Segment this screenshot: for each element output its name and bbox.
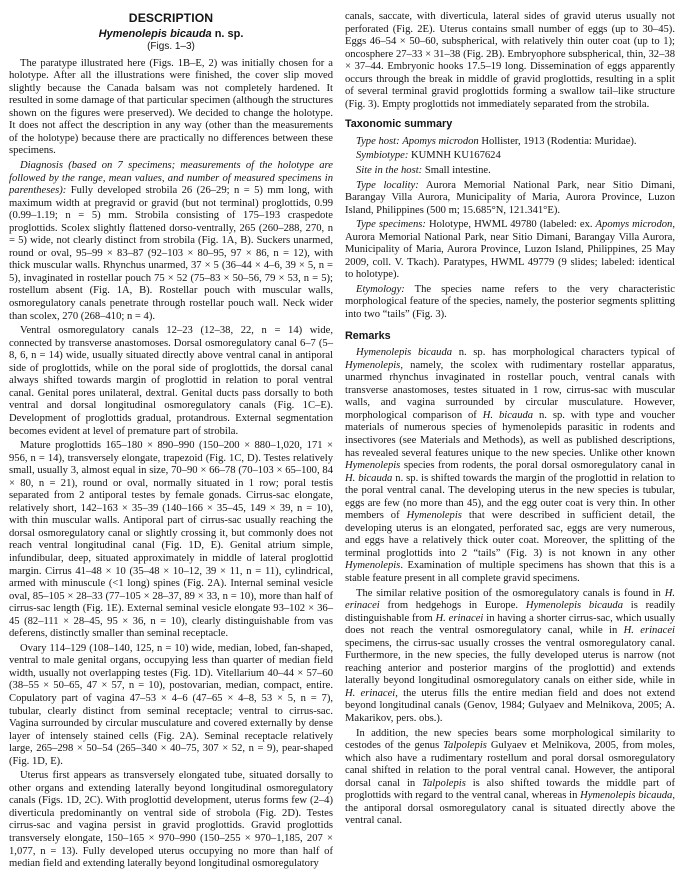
remarks-heading: Remarks [345, 329, 391, 342]
species-heading [9, 28, 333, 41]
text: in having a shorter cirrus-sac, which usually does not reach the ventral osmoregulatory canal, while in [345, 612, 675, 637]
paragraph-uterus-continued: canals, saccate, with diverticula, lateral sides of gravid uterus usually not perforated (Fig. 2E). Uterus contains small number of eggs (up to 30–45). Eggs 46–54 × 50–60, subspherical, with relatively thin outer coat (up to 1); oncosphere 27–33 × 31–38 (Fig. 2B). Embryophore subspherical, thin, 32–38 × 37–44. Embryonic hooks 17.5–19 long. Dissemination of eggs apparently occurs through the break in middle of gravid proglottids, resulting in a split of several terminal gravid proglottids forming a swallow tail–like structure (Fig. 3). Empty proglottids not immediately separated from the strobila. [345, 11, 675, 110]
paragraph-paratype-note: The paratype illustrated here (Figs. 1B–E, 2) was initially chosen for a holotype. After all the illustrations were finished, the cover slip moved slightly because the Canada balsam was not completely hardened. It resulted in some damage of that particular specimen (although the structures shown on the figures were preserved). We decided to change the holotype. It does not affect the description in any way (other than the measurements of the holotype) because there are practically no differences between these specimens. [9, 57, 333, 157]
locality-value: Aurora Memorial National Park, near Sitio Dimani, Barangay Villa Aurora, Municipality of Maria, Aurora Province, Luzon Island, Philippines (500 m; 15.685°N, 121.341°E). [345, 179, 675, 216]
taxon-name: Hymenolepis bicauda [525, 600, 624, 612]
taxon-name: Hymenolepis bicauda [356, 347, 453, 359]
etymology [345, 284, 675, 322]
taxon-name: H. erinacei [345, 687, 396, 699]
etymology-label: Etymology: [356, 283, 405, 295]
type-locality [345, 180, 675, 218]
taxon-name: Talpolepis [443, 740, 487, 752]
site-value: Small intestine. [422, 165, 491, 177]
remarks-paragraph-1 [345, 347, 675, 585]
type-host [345, 136, 675, 149]
specimens-text-2: , Aurora Memorial National Park, near Sitio Dimani, Barangay Villa Aurora, Municipality of Maria, Aurora Province, Luzon Island, Philippines, 25 May 2009, coll. V. Tkach). Paratypes, HWML 49779 (9 slides; labeled: identical to holotype). [345, 219, 675, 281]
remarks-paragraph-3 [345, 728, 675, 828]
taxon-name: H. erinacei [435, 612, 484, 624]
text: is readily distinguishable from [345, 600, 676, 624]
text: , the uterus fills the entire median field and does not extend beyond longitudinal canals (Genov, 1984; Gulyaev and Melnikova, 2005; A. Makarikov, pers. obs.). [345, 687, 675, 724]
section-title: DESCRIPTION [128, 11, 214, 25]
etymology-value: The species name refers to the very characteristic morphological feature of the species, namely, the posterior segments splitting into two “tails” (Fig. 3). [345, 283, 675, 321]
text: that were described in sufficient detail, the developing uterus is an elongated, perforated sac, eggs are very numerous, and eggs have a relatively thick outer coat. Moreover, the splitting of the terminal proglottids into 2 “tails” (Fig. 3) is not known in any other [345, 510, 675, 559]
taxon-name: Talpolepis [422, 777, 466, 789]
paragraph-diagnosis [9, 160, 333, 323]
text: . Examination of multiple specimens has shown that this is a stable feature present in all complete gravid specimens. [345, 560, 675, 584]
specimens-text-1: Holotype, HWML 49780 (labeled: ex. [425, 219, 596, 231]
specimens-host: Apomys microdon [595, 219, 673, 231]
text: In addition, the new species bears some morphological similarity to cestodes of the genus [345, 727, 675, 752]
taxon-name: Hymenolepis [345, 460, 401, 472]
taxon-name: Hymenolepis [345, 560, 401, 572]
text: from hedgehogs in Europe. [379, 600, 526, 612]
locality-label: Type locality: [356, 179, 419, 191]
text: species from rodents, the poral dorsal osmoregulatory canal in [400, 460, 675, 472]
taxon-name: H. erinacei [623, 625, 675, 637]
type-specimens [345, 219, 675, 282]
right-column [345, 8, 676, 827]
text: , namely, the scolex with rudimentary rostellar apparatus, unarmed rhynchus invaginated in rostellar pouch, ventral canals with transverse anastomoses, testes situated in 1 row, cirrus-sac with muscular walls, and vagina surrounded by circular musculature. However, morphological comparison of [345, 359, 675, 421]
taxon-name: H. bicauda [345, 472, 393, 484]
text: n. sp. is shifted towards the margin of the proglottid in relation to the poral ventral canal. The developing uterus in the new species is tubular, eggs are few (no more than 45), and the egg outer coat is very thin. In other members of [345, 472, 675, 522]
remarks-section [345, 347, 675, 828]
symbiotype-label: Symbiotype: [356, 150, 409, 162]
type-host-authority: Hollister, 1913 (Rodentia: Muridae). [478, 135, 637, 147]
text: is also shifted towards the middle part of proglottids with regard to the ventral canal, whereas in [345, 777, 675, 802]
species-suffix: n. sp. [211, 27, 244, 40]
paragraph-uterus: Uterus first appears as transversely elongated tube, situated dorsally to other organs and extending laterally beyond longitudinal osmoregulatory canals (Figs. 1D, 2C). With proglottid development, uterus forms few (2–4) diverticula predominantly on ventral side of strobola (Fig. 2D). Testes cirrus-sac and vagina persist in gravid proglottids. Gravid proglottids transversely elongate, 150–165 × 970–990 (150–255 × 970–1,185, 207 × 1,077, n = 13). Fully developed uterus occupying no more than half of median field and extending laterally beyond longitudinal osmoregulatory [9, 770, 333, 870]
type-host-label: Type host: [356, 135, 400, 147]
paragraph-osmoregulatory: Ventral osmoregulatory canals 12–23 (12–38, 22, n = 14) wide, connected by transverse anastomoses. Dorsal osmoregulatory canal 6–7 (5–8, 6, n = 14) wide, usually situated directly above ventral canal in antiporal side of proglottids, while on the poral side of proglottids, the dorsal canal always shifted towards margin of proglottid in relation to poral ventral canal. Genital pores unilateral, dextral. Genital ducts pass dorsally to both ventral and dorsal longitudinal osmoregulatory canals (Fig. 1C–E). Development of proglottids gradual, protandrous. External segmentation becomes evident at level of premature part of strobila. [9, 325, 333, 437]
site-label: Site in the host: [356, 165, 423, 177]
text: specimens, the cirrus-sac usually crosses the ventral osmoregulatory canal. Furthermore, in the new species, the fully developed uterus is narrow (not reaching anterior and posterior margins of the proglottid) and extends laterally beyond longitudinal osmoregulatory canals on either side, while in [345, 637, 675, 687]
site-in-host [345, 165, 675, 178]
symbiotype [345, 150, 675, 163]
paragraph-ovary: Ovary 114–129 (108–140, 125, n = 10) wide, median, lobed, fan-shaped, ventral to male genital organs, occupying less than quarter of median field width, usually not overlapping testes (Fig. 1D). Vitellarium 40–44 × 57–60 (38–55 × 50–65, 47 × 57, n = 10), postovarian, median, compact, entire. Copulatory part of vagina 47–53 × 4–6 (47–65 × 4–8, 53 × 5, n = 7), tubular, clearly distinct from seminal receptacle; ventral to cirrus-sac. Vagina surrounded by circular musculature and covered externally by dense layer of intensely stained cells (Fig. 2A). Seminal receptacle relatively large, 265–298 × 50–54 (265–340 × 40–75, 307 × 52, n = 9), pear-shaped (Fig. 1D, E). [9, 642, 333, 767]
type-host-species: Apomys microdon [402, 135, 479, 147]
text: n. sp. has morphological characters typical of [452, 347, 675, 359]
text: , the antiporal dorsal osmoregulatory canal is situated directly above the ventral canal. [345, 790, 675, 827]
taxon-name: Hymenolepis bicauda [580, 790, 673, 802]
paragraph-mature-proglottids: Mature proglottids 165–180 × 890–990 (150–200 × 880–1,020, 171 × 956, n = 14), transversely elongate, trapezoid (Fig. 1C, D). Testes relatively small, usually 3, almost equal in size, 70–90 × 66–78 (70–103 × 65–100, 84 × 80, n = 21), round or oval, normally situated in 1 row; poral testis separated from 2 antiporal testes by female gonads. Cirrus-sac elongate, relatively short, 142–163 × 35–39 (140–166 × 35–45, 149 × 39, n = 10), with thin muscular walls. Antiporal part of cirrus-sac usually reaching the dorsal osmoregulatory canal or slightly crossing it, but commonly does not reach ventral longitudinal canal (Fig. 1D, E). Genital atrium simple, infundibular, deep, situated approximately in middle of lateral proglottid margin. Cirrus 41–48 × 10 (35–48 × 10–12, 39 × 11, n = 11), cylindrical, armed with minuscule (<1 long) spines (Fig. 2A). Internal seminal vesicle oval, 85–105 × 28–33 (77–105 × 28–37, 89 × 33, n = 10), more than half of cirrus-sac length (Fig. 1E). External seminal vesicle elongate 93–102 × 36–45 (82–111 × 28–45, 95 × 36, n = 10), clearly distinguishable from vas deferens, distinctly smaller than seminal receptacle. [9, 440, 333, 640]
taxon-name: H. bicauda [482, 409, 534, 421]
left-column [9, 8, 333, 870]
figures-reference: (Figs. 1–3) [147, 41, 195, 53]
specimens-label: Type specimens: [356, 219, 426, 231]
taxon-name: Hymenolepis [406, 510, 462, 522]
text: Gulyaev et Melnikova, 2005, from moles, which also have a rudimentary rostellum and poral dorsal osmoregulatory canal shifted in relation to the poral ventral canal. However, the antiporal dorsal canal in [345, 740, 676, 789]
diagnosis-body: Fully developed strobila 26 (26–29; n = 5) mm long, with maximum width at pregravid or gravid (but not terminal) proglottids, 0.99 (0.99–1.19; n = 5) mm. Strobila consisting of 175–193 craspedote proglottids. Scolex slightly flattened dorso-ventrally, 265 (260–288, 270, n = 5) wide, not clearly distinct from strobila (Fig. 1A, B). Suckers unarmed, round or oval, 95–99 × 83–87 (92–103 × 80–95, 97 × 86, n = 12), with thick muscular walls. Rhynchus unarmed, 37 × 5 (36–44 × 4–6, 39 × 5, n = 5), invaginated in rostellar pouch 75 × 52 (75–83 × 50–56, 79 × 53, n = 5); rostellum absent (Fig. 1A, B). Rostellar pouch with muscular walls, osmoregulatory canals penetrate through rostellar pouch wall. Neck wider than scolex, 270 (268–410; n = 4). [9, 185, 333, 322]
taxon-name: Hymenolepis [345, 359, 401, 371]
remarks-paragraph-2 [345, 588, 675, 726]
symbiotype-value: KUMNH KU167624 [408, 150, 501, 162]
taxonomic-summary-heading: Taxonomic summary [345, 118, 453, 131]
taxonomic-summary [345, 136, 675, 322]
diagnosis-lead: Diagnosis (based on 7 specimens; measurements of the holotype are followed by the range, mean values, and number of measured specimens in parentheses): [9, 160, 333, 197]
taxon-name: H. erinacei [345, 587, 675, 612]
text: The similar relative position of the osmoregulatory canals is found in [356, 587, 665, 599]
text: n. sp. with type and voucher materials of numerous species of hymenolepids parasitic in rodents and insectivores (see Materials and Methods), as well as published descriptions, has revealed several features unique to the new species. Unlike other known [345, 409, 676, 459]
species-name: Hymenolepis bicauda [98, 27, 212, 40]
